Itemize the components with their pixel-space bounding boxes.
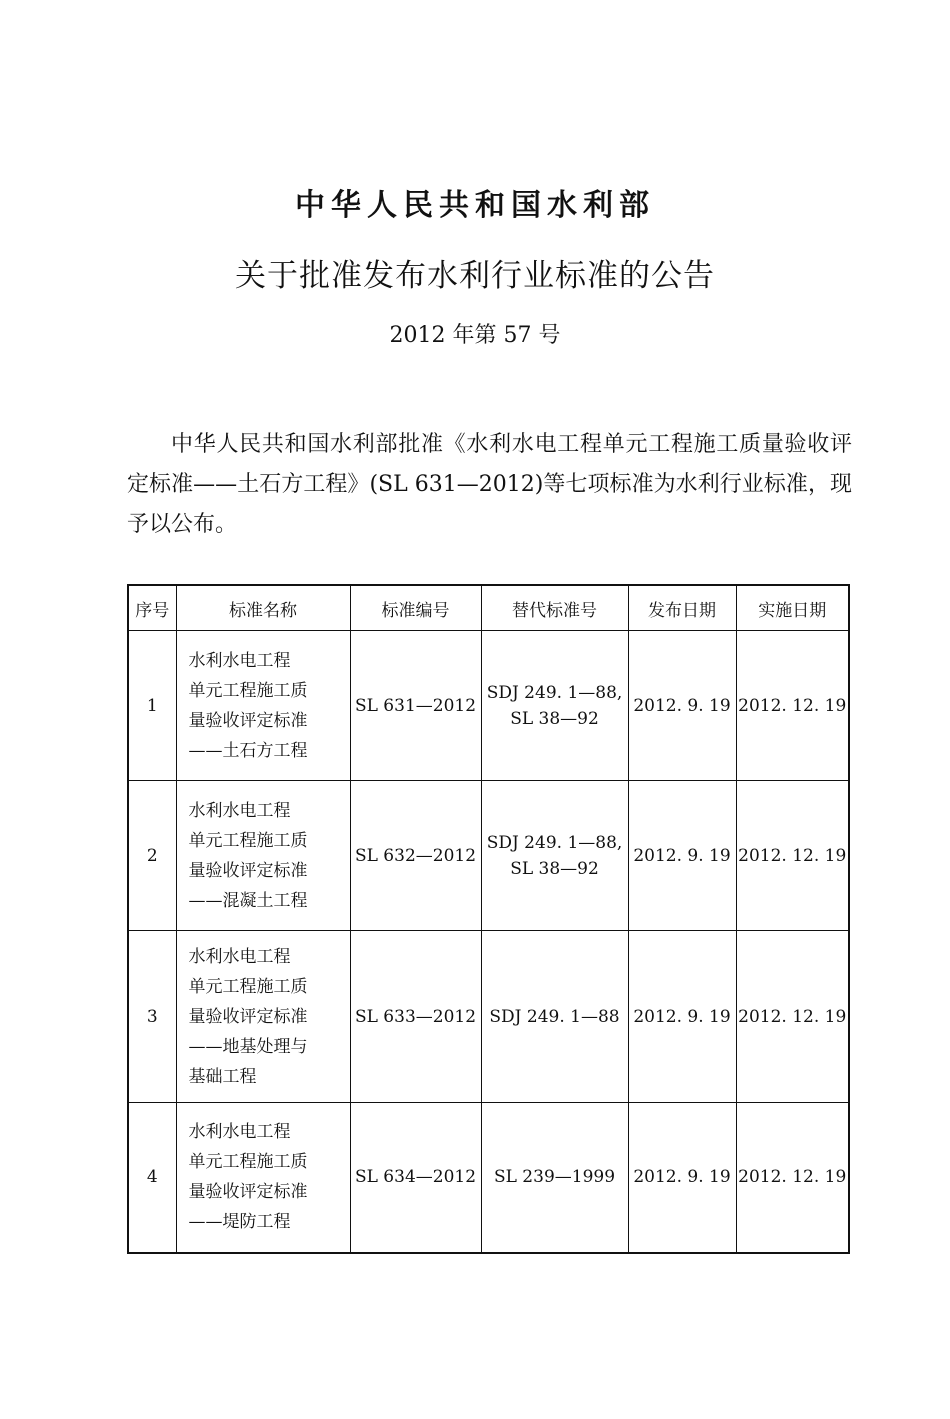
name-line: 水利水电工程 — [188, 650, 291, 671]
name-line: 水利水电工程 — [188, 1122, 291, 1143]
cell-no: 4 — [128, 1103, 176, 1253]
replaces-line: SDJ 249. 1—88 — [489, 1006, 620, 1027]
replaces-line: SDJ 249. 1—88, — [486, 682, 623, 703]
cell-effective-date: 2012. 12. 19 — [736, 781, 849, 931]
replaces-line: SL 239—1999 — [493, 1167, 616, 1188]
cell-effective-date: 2012. 12. 19 — [736, 931, 849, 1103]
table-row — [128, 781, 849, 931]
header-no: 序号 — [128, 585, 176, 631]
cell-no: 2 — [128, 781, 176, 931]
replaces-line: SL 38—92 — [510, 858, 599, 879]
org-heading: 中华人民共和国水利部 — [295, 188, 655, 223]
name-line: 水利水电工程 — [188, 800, 291, 821]
name-line: 单元工程施工质 — [188, 976, 308, 997]
standards-table — [127, 584, 850, 1254]
header-code: 标准编号 — [350, 585, 481, 631]
page-title: 关于批准发布水利行业标准的公告 — [235, 258, 715, 294]
cell-replaces — [481, 781, 628, 931]
name-line: ——地基处理与 — [188, 1036, 308, 1057]
header-name: 标准名称 — [176, 585, 350, 631]
replaces-line: SL 38—92 — [510, 708, 599, 729]
name-line: 单元工程施工质 — [188, 680, 308, 701]
announcement-number: 2012 年第 57 号 — [389, 323, 561, 348]
cell-replaces — [481, 931, 628, 1103]
cell-code: SL 632—2012 — [350, 781, 481, 931]
table-row — [128, 631, 849, 781]
cell-effective-date: 2012. 12. 19 — [736, 1103, 849, 1253]
cell-publish-date: 2012. 9. 19 — [628, 631, 736, 781]
cell-no: 3 — [128, 931, 176, 1103]
body-paragraph: 中华人民共和国水利部批准《水利水电工程单元工程施工质量验收评定标准——土石方工程》(SL 631—2012)等七项标准为水利行业标准，现予以公布。 — [127, 432, 852, 537]
cell-publish-date: 2012. 9. 19 — [628, 1103, 736, 1253]
name-line: 量验收评定标准 — [188, 1006, 308, 1027]
name-line: 量验收评定标准 — [188, 1182, 308, 1203]
cell-name — [176, 931, 350, 1103]
header-replaces: 替代标准号 — [481, 585, 628, 631]
name-line: 水利水电工程 — [188, 946, 291, 967]
name-line: ——堤防工程 — [188, 1212, 291, 1233]
table-header-row — [128, 585, 849, 631]
name-line: 单元工程施工质 — [188, 830, 308, 851]
cell-code: SL 631—2012 — [350, 631, 481, 781]
name-line: 基础工程 — [188, 1066, 257, 1087]
name-line: 量验收评定标准 — [188, 860, 308, 881]
table-row — [128, 1103, 849, 1253]
table-row — [128, 931, 849, 1103]
cell-publish-date: 2012. 9. 19 — [628, 931, 736, 1103]
cell-publish-date: 2012. 9. 19 — [628, 781, 736, 931]
name-line: 单元工程施工质 — [188, 1152, 308, 1173]
header-effective-date: 实施日期 — [736, 585, 849, 631]
cell-no: 1 — [128, 631, 176, 781]
cell-code: SL 634—2012 — [350, 1103, 481, 1253]
cell-name — [176, 1103, 350, 1253]
replaces-line: SDJ 249. 1—88, — [486, 832, 623, 853]
name-line: 量验收评定标准 — [188, 710, 308, 731]
cell-name — [176, 781, 350, 931]
name-line: ——土石方工程 — [188, 740, 308, 761]
cell-effective-date: 2012. 12. 19 — [736, 631, 849, 781]
cell-name — [176, 631, 350, 781]
name-line: ——混凝土工程 — [188, 890, 308, 911]
cell-replaces — [481, 631, 628, 781]
cell-code: SL 633—2012 — [350, 931, 481, 1103]
header-publish-date: 发布日期 — [628, 585, 736, 631]
cell-replaces — [481, 1103, 628, 1253]
